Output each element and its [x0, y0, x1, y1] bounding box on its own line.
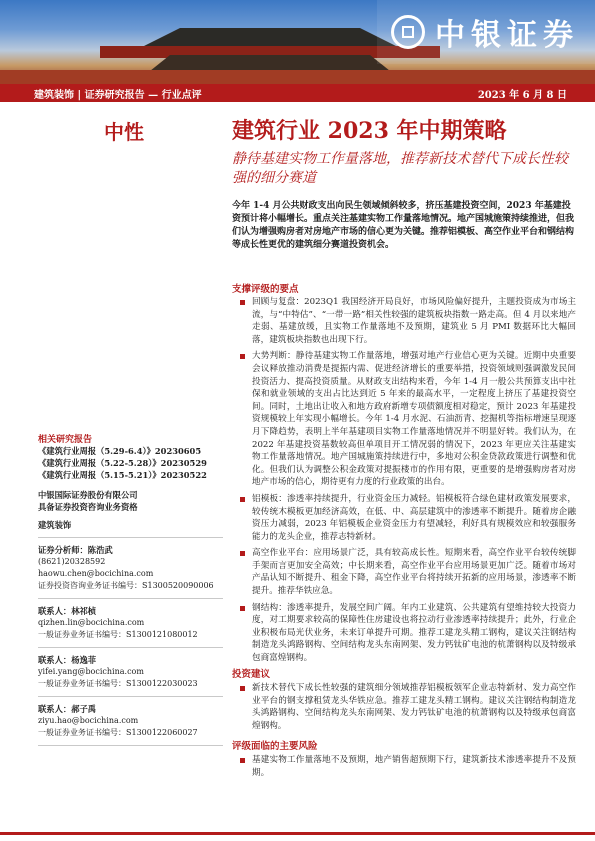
analyst-name: 证券分析师：陈浩武 [38, 545, 113, 555]
analyst-email[interactable]: haowu.chen@bocichina.com [38, 569, 154, 578]
contact-name: 联系人：郝子禹 [38, 704, 97, 714]
key-points-heading: 支撑评级的要点 [232, 284, 299, 295]
divider [38, 696, 223, 697]
key-point-item: 铝模板：渗透率持续提升，行业资金压力减轻。铝模板符合绿色建材政策发展要求，较传统木模板更加经济高效，在低、中、高层建筑中的渗透率不断提升。随着房企融资压力减弱，2023 年铝模板企业资金压力有望减轻，利好具有规模效应和较强服务能力的龙头企业，推荐志特新材。 [238, 493, 576, 543]
contact-cert: 一般证券业务证书编号：S1300122030023 [38, 679, 198, 688]
key-point-item: 回顾与复盘：2023Q1 我国经济开局良好，市场风险偏好提升，主题投资成为市场主流，与“中特估”、“一带一路”相关性较强的建筑板块指数一路走高。但 4 月以来地产走弱、基建放缓，且实物工作量落地不及预期，建筑业 5 月 PMI 数据环比大幅回落，建筑板块指数也出现下行。 [238, 296, 576, 346]
divider [38, 647, 223, 648]
analyst-cert: 证券投资咨询业务证书编号：S1300520090006 [38, 581, 214, 590]
key-point-item: 大势判断：静待基建实物工作量落地，增强对地产行业信心更为关键。近期中央重要会议释放推动消费是提振内需、促进经济增长的重要举措，投资领域则强调激发民间投资活力、提高投资质量。从财政支出结构来看，今年 1-4 月一般公共预算支出中社保和就业领域的支出占比达到近 5 年来的最高水平，一定程度上挤压了基建投资空间。同时，土地出让收入和地方政府新增专项债额度相对稳定，预计 2023 年基建投资规模较上年实现小幅增长。今年 1-4 月水泥、石油沥青、挖掘机等指标增速呈现逐月下降趋势，表明上半年基建项目实物工作量落地情况并不明显好转。我们认为，在 2022 年基建投资基数较高但单项目开工情况弱的情况下，2023 年更应关注基建实物工作量落地情况。地产国城施策持续进行中，多地对公积金贷款政策进行调整和优化。但我们认为调整公积金政策对提振楼市的作用有限，更重要的是增强购房者对房地产市场的信心，期待更有力度的行业政策的出台。 [238, 350, 576, 489]
investment-item: 新技术替代下成长性较强的建筑细分领域推荐铝模板领军企业志特新材、发力高空作业平台的钢支撑租赁龙头华铁应急。推荐工建龙头精工钢构。建议关注钢结构制造龙头鸿路钢构、空间结构龙头东南网架、发力钙钛矿电池的杭萧钢构以及特级承包商富煌钢构。 [238, 682, 576, 732]
logo-text: 中银证券 [435, 18, 579, 53]
contact-name: 联系人：林祁桢 [38, 606, 97, 616]
header-info-bar [0, 84, 595, 102]
contact-cert: 一般证券业务证书编号：S1300122060027 [38, 728, 198, 737]
related-report-link[interactable]: 《建筑行业周报（5.15-5.21）》20230522 [38, 470, 207, 480]
report-intro: 今年 1-4 月公共财政支出向民生领域倾斜较多，挤压基建投资空间，2023 年基建投资预计将小幅增长。重点关注基建实物工作量落地情况。地产国城施策持续推进，但我们认为增强购房者对房地产市场的信心更为关键。推荐铝模板、高空作业平台和钢结构等成长性更优的建筑细分赛道投资机会。 [232, 201, 575, 250]
footer-rule [0, 832, 595, 835]
related-reports-heading: 相关研究报告 [38, 435, 93, 445]
rating-label: 中性 [104, 120, 144, 144]
investment-list [238, 682, 576, 736]
divider [38, 537, 223, 538]
key-point-item: 高空作业平台：应用场景广泛，具有较高成长性。短期来看，高空作业平台较传统脚手架而言更加安全高效；中长期来看，高空作业平台应用场景更加广泛。随着市场对产品认知不断提升、租金下降，高空作业平台将持续开拓新的应用场景，渗透率不断提升。推荐华铁应急。 [238, 547, 576, 597]
related-report-link[interactable]: 《建筑行业周报（5.22-5.28）》20230529 [38, 458, 207, 468]
related-report-link[interactable]: 《建筑行业周报（5.29-6.4）》20230605 [38, 446, 202, 456]
divider [38, 745, 223, 746]
report-category: 建筑装饰 | 证券研究报告 — 行业点评 [34, 90, 202, 101]
report-subtitle: 静待基建实物工作量落地，推荐新技术替代下成长性较强的细分赛道 [232, 151, 568, 186]
org-name: 中银国际证券股份有限公司 [38, 490, 138, 500]
risk-heading: 评级面临的主要风险 [232, 741, 318, 752]
risk-item: 基建实物工作量落地不及预期，地产销售超预期下行，建筑新技术渗透率提升不及预期。 [238, 754, 576, 779]
palace-roof [120, 28, 420, 46]
key-point-item: 钢结构：渗透率提升，发展空间广阔。年内工业建筑、公共建筑有望维持较大投资力度，对工期要求较高的保障性住房建设也将拉动行业渗透率持续提升；此外，行业企业积极布局光伏业务，未来订单提升可期。推荐工建龙头精工钢构，建议关注钢结构制造龙头鸿路钢构、空间结构龙头东南网架、发力钙钛矿电池的杭萧钢构以及特级承包商富煌钢构。 [238, 602, 576, 665]
divider [38, 598, 223, 599]
contact-cert: 一般证券业务证书编号：S1300121080012 [38, 630, 198, 639]
contact-email[interactable]: ziyu.hao@bocichina.com [38, 716, 139, 725]
risk-list [238, 754, 576, 783]
contact-email[interactable]: yifei.yang@bocichina.com [38, 667, 144, 676]
bank-of-china-logo-icon [391, 15, 425, 49]
contact-email[interactable]: qizhen.lin@bocichina.com [38, 618, 145, 627]
investment-heading: 投资建议 [232, 669, 271, 680]
contact-name: 联系人：杨逸菲 [38, 655, 97, 665]
report-title: 建筑行业 2023 年中期策略 [232, 118, 507, 144]
analyst-phone: (8621)20328592 [38, 557, 106, 566]
industry-label: 建筑装饰 [38, 520, 72, 530]
header-banner-image [0, 0, 595, 84]
sidebar [38, 432, 223, 752]
company-logo [377, 0, 595, 64]
key-points-list [238, 296, 576, 669]
palace-wall [0, 70, 595, 84]
report-date: 2023 年 6 月 8 日 [477, 90, 567, 101]
org-qualification: 具备证券投资咨询业务资格 [38, 502, 138, 512]
